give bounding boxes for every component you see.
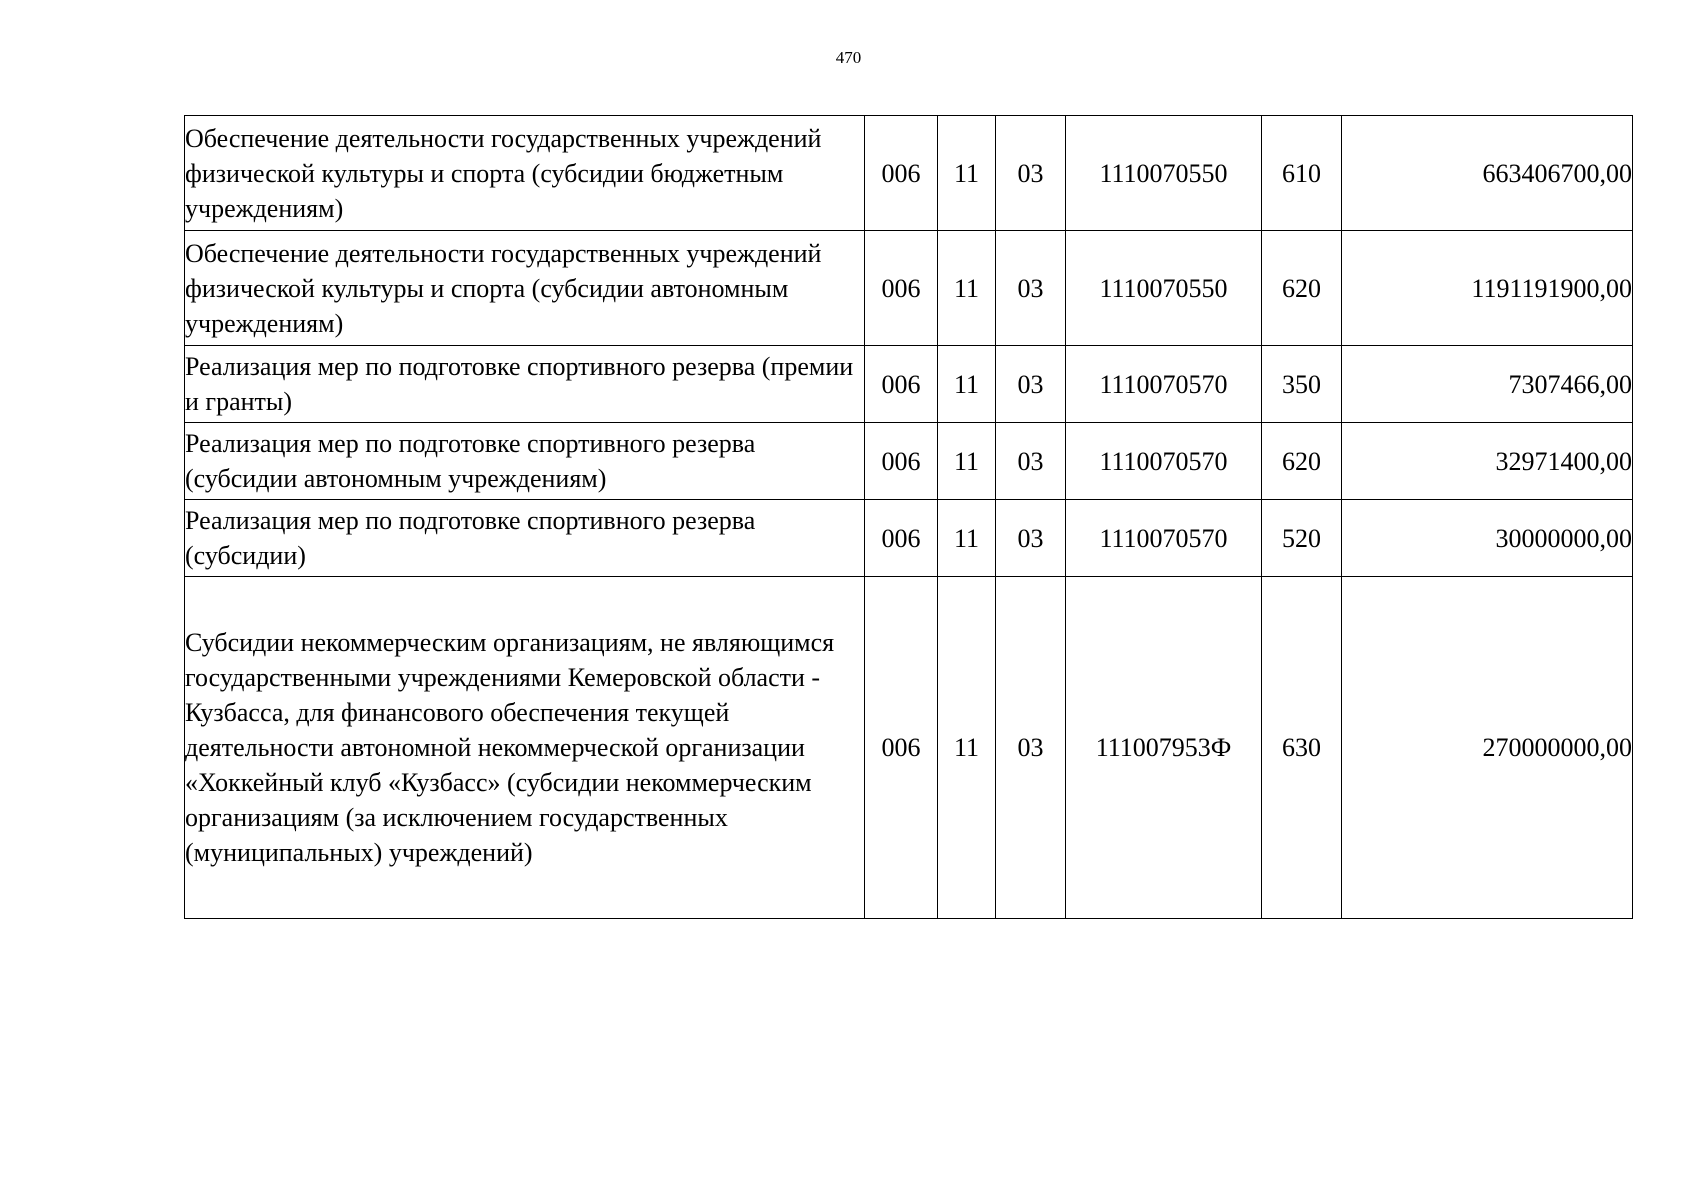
- amount-cell: 32971400,00: [1342, 423, 1633, 500]
- subsection-code-cell: 03: [996, 116, 1066, 231]
- target-article-cell: 1110070550: [1066, 231, 1262, 346]
- section-code-cell: 11: [938, 577, 996, 919]
- ministry-code-cell: 006: [865, 423, 938, 500]
- expense-type-cell: 620: [1262, 423, 1342, 500]
- expense-type-cell: 610: [1262, 116, 1342, 231]
- ministry-code-cell: 006: [865, 500, 938, 577]
- amount-cell: 1191191900,00: [1342, 231, 1633, 346]
- section-code-cell: 11: [938, 346, 996, 423]
- target-article-cell: 1110070570: [1066, 423, 1262, 500]
- table-row: [185, 423, 1633, 500]
- ministry-code-cell: 006: [865, 116, 938, 231]
- description-cell: Обеспечение деятельности государственных учреждений физической культуры и спорта (субсидии бюджетным учреждениям): [185, 116, 865, 231]
- subsection-code-cell: 03: [996, 231, 1066, 346]
- subsection-code-cell: 03: [996, 346, 1066, 423]
- section-code-cell: 11: [938, 500, 996, 577]
- ministry-code-cell: 006: [865, 577, 938, 919]
- section-code-cell: 11: [938, 116, 996, 231]
- table-row: [185, 346, 1633, 423]
- table-row: [185, 500, 1633, 577]
- table-row: [185, 231, 1633, 346]
- target-article-cell: 1110070570: [1066, 500, 1262, 577]
- amount-cell: 7307466,00: [1342, 346, 1633, 423]
- description-cell: Реализация мер по подготовке спортивного резерва (субсидии автономным учреждениям): [185, 423, 865, 500]
- target-article-cell: 1110070570: [1066, 346, 1262, 423]
- expense-type-cell: 520: [1262, 500, 1342, 577]
- description-cell: Реализация мер по подготовке спортивного резерва (премии и гранты): [185, 346, 865, 423]
- subsection-code-cell: 03: [996, 423, 1066, 500]
- expense-type-cell: 620: [1262, 231, 1342, 346]
- table-row: [185, 577, 1633, 919]
- ministry-code-cell: 006: [865, 231, 938, 346]
- table-row: [185, 116, 1633, 231]
- expense-type-cell: 350: [1262, 346, 1342, 423]
- section-code-cell: 11: [938, 231, 996, 346]
- expense-type-cell: 630: [1262, 577, 1342, 919]
- amount-cell: 270000000,00: [1342, 577, 1633, 919]
- budget-table: [184, 115, 1633, 919]
- ministry-code-cell: 006: [865, 346, 938, 423]
- target-article-cell: 1110070550: [1066, 116, 1262, 231]
- description-cell: Субсидии некоммерческим организациям, не являющимся государственными учреждениями Кемеровской области - Кузбасса, для финансового обеспечения текущей деятельности автономной некоммерческой организации «Хоккейный клуб «Кузбасс» (субсидии некоммерческим организациям (за исключением государственных (муниципальных) учреждений): [185, 577, 865, 919]
- subsection-code-cell: 03: [996, 500, 1066, 577]
- amount-cell: 30000000,00: [1342, 500, 1633, 577]
- description-cell: Реализация мер по подготовке спортивного резерва (субсидии): [185, 500, 865, 577]
- section-code-cell: 11: [938, 423, 996, 500]
- page-number: 470: [835, 48, 862, 67]
- target-article-cell: 111007953Ф: [1066, 577, 1262, 919]
- subsection-code-cell: 03: [996, 577, 1066, 919]
- amount-cell: 663406700,00: [1342, 116, 1633, 231]
- description-cell: Обеспечение деятельности государственных учреждений физической культуры и спорта (субсидии автономным учреждениям): [185, 231, 865, 346]
